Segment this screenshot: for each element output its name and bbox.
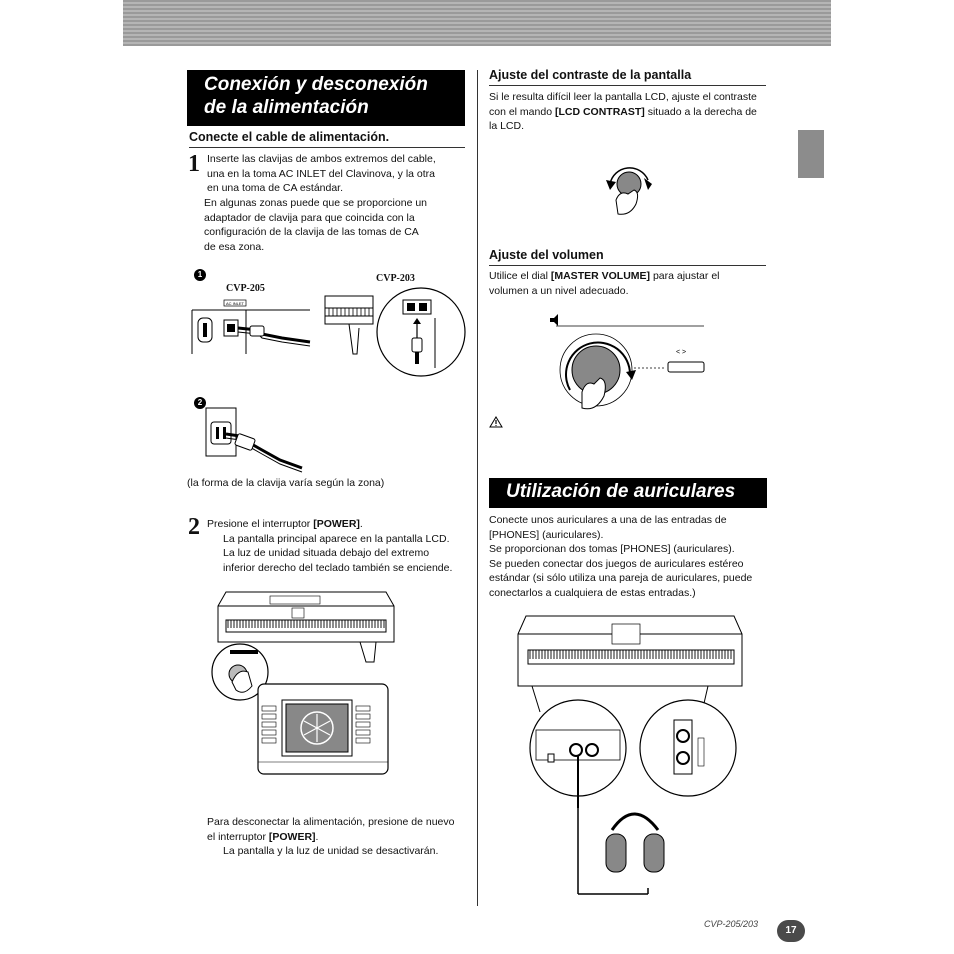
cvp203-ac-inlet-illustration <box>323 288 463 382</box>
master-volume-dial-illustration <box>548 314 708 418</box>
label-cvp203: CVP-203 <box>376 273 415 284</box>
piano-power-illustration <box>210 588 400 778</box>
figure-marker-1: 1 <box>194 269 206 281</box>
speaker-icon <box>550 314 558 326</box>
footer-model: CVP-205/203 <box>704 919 759 929</box>
ac-inlet-label: AC INLET <box>226 301 245 306</box>
volume-slider-label: < > <box>676 349 687 356</box>
subhead-volume: Ajuste del volumen <box>489 248 766 266</box>
figure-marker-2: 2 <box>194 397 206 409</box>
contrast-second-line: con el mando [LCD CONTRAST] situado a la derecha de <box>489 105 757 118</box>
subhead-connect-cable: Conecte el cable de alimentación. <box>189 130 465 148</box>
lcd-contrast-knob-illustration <box>604 164 654 220</box>
column-divider <box>477 70 478 906</box>
step-number-1: 1 <box>188 151 200 177</box>
volume-text: Utilice el dial [MASTER VOLUME] para ajustar el volumen a un nivel adecuado. <box>489 270 720 297</box>
header-decorative-band <box>123 0 831 46</box>
step1-text: Inserte las clavijas de ambos extremos del cable, una en la toma AC INLET del Clavinova, y la otra en una toma de CA estándar. <box>207 153 436 195</box>
disconnect-text: Para desconectar la alimentación, presione de nuevo el interruptor [POWER]. La pantalla y la luz de unidad se desactivarán. <box>207 816 455 858</box>
headphones-text: Conecte unos auriculares a una de las entradas de [PHONES] (auriculares). Se proporcionan dos tomas [PHONES] (auriculares). Se pueden conectar dos juegos de auriculares estéreo estándar (si sólo utiliza una pareja de auriculares, puede conectarlos a cualquiera de estas entradas.) <box>489 514 753 599</box>
plug-shape-caption: (la forma de la clavija varía según la zona) <box>187 477 385 489</box>
contrast-text: Si le resulta difícil leer la pantalla LCD, ajuste el contraste con el mando [LCD CONTRAST] situado a la derecha de la LCD. <box>489 91 757 133</box>
step2-first-line: Presione el interruptor [POWER]. <box>207 518 363 530</box>
cvp205-ac-inlet-illustration <box>192 298 312 368</box>
disconnect-second-line: el interruptor [POWER]. <box>207 830 319 843</box>
section-title-power: Conexión y desconexión de la alimentación <box>187 70 465 126</box>
wall-outlet-illustration <box>206 408 306 474</box>
page-number: 17 <box>777 920 805 942</box>
section-thumb-tab <box>798 130 824 178</box>
section-title-headphones: Utilización de auriculares <box>489 478 767 508</box>
caution-icon <box>489 416 503 428</box>
step-number-2: 2 <box>188 514 200 540</box>
volume-first-line: Utilice el dial [MASTER VOLUME] para ajustar el <box>489 270 720 282</box>
subhead-lcd-contrast: Ajuste del contraste de la pantalla <box>489 68 766 86</box>
label-cvp205: CVP-205 <box>226 283 265 294</box>
step2-text: Presione el interruptor [POWER]. La pantalla principal aparece en la pantalla LCD. La luz de unidad situada debajo del extremo inferior derecho del teclado también se enciende. <box>207 518 453 574</box>
step1-extra-text: En algunas zonas puede que se proporcione un adaptador de clavija para que coincida con la configuración de la clavija de las tomas de CA de esa zona. <box>204 197 428 253</box>
piano-headphones-illustration <box>512 612 752 902</box>
